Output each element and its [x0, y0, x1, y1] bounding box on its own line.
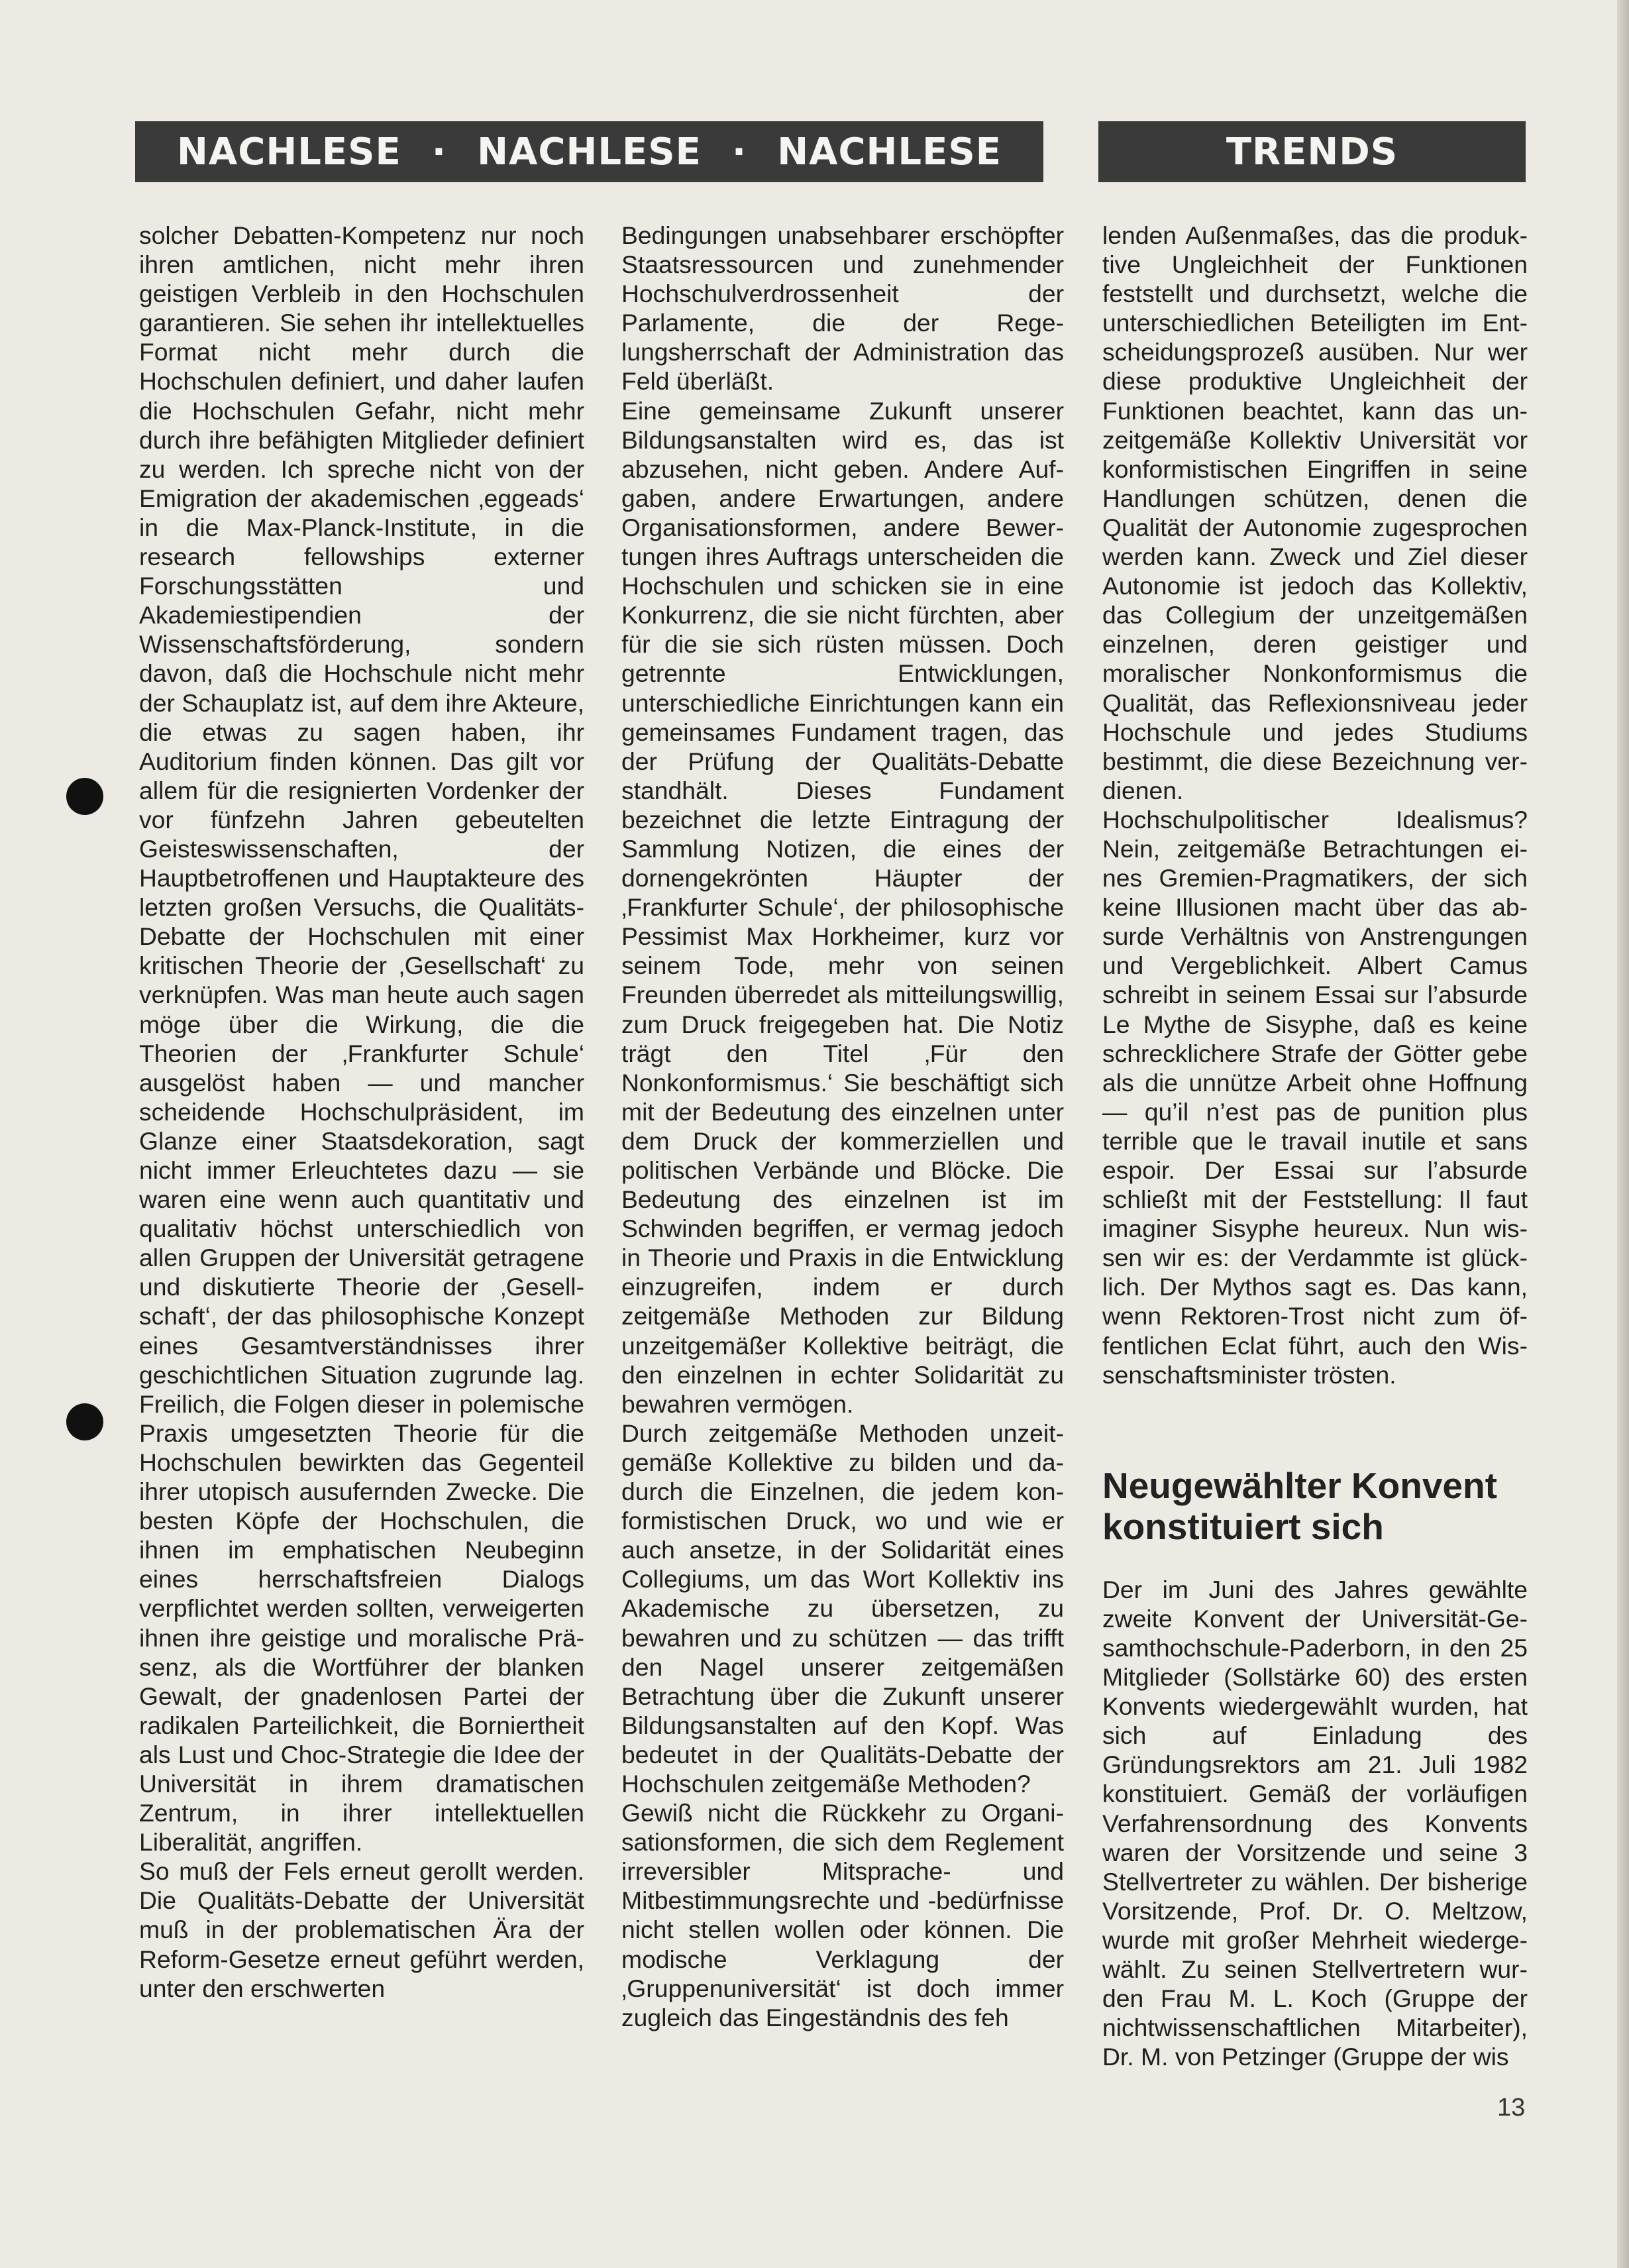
- text-column-1: [139, 221, 584, 2195]
- header-segment: NACHLESE: [777, 130, 1002, 174]
- header-segment: NACHLESE: [477, 130, 702, 174]
- punch-hole: [66, 1403, 103, 1440]
- paragraph: Gewiß nicht die Rückkehr zu Organisationsformen, die sich dem Reglement irreversibler Mitsprache- und Mitbestimmungsrechte und -bedürfnisse nicht stellen wollen oder können. Die modische Verklagung der ‚Gruppenuniversität‘ ist doch immer zugleich das Eingeständnis des feh: [621, 1799, 1064, 2031]
- text-column-3: [1102, 221, 1528, 2195]
- section-label-trends: TRENDS: [1226, 130, 1398, 174]
- header-banner-nachlese: [135, 121, 1043, 182]
- header-separator: ·: [431, 130, 447, 174]
- paragraph: solcher Debatten-Kompetenz nur noch ihren amtlichen, nicht mehr ihren geistigen Verbleib in den Hochschulen garantieren. Sie sehen ihr intellektuelles Format nicht mehr durch die Hochschulen definiert, und daher laufen die Hochschulen Gefahr, nicht mehr durch ihre befähigten Mitglieder definiert zu werden. Ich spreche nicht von der Emigration der akademischen ‚eggeads‘ in die Max-Planck-Institute, in die research fellowships externer Forschungsstätten und Akademiestipendien der Wissenschaftsförderung, sondern davon, daß die Hochschule nicht mehr der Schauplatz ist, auf dem ihre Akteure, die etwas zu sagen haben, ihr Auditorium finden können. Das gilt vor allem für die resignierten Vordenker der vor fünfzehn Jahren gebeutelten Geisteswissenschaften, der Hauptbetroffenen und Hauptakteure des letzten großen Versuchs, die Qualitäts-Debatte der Hochschulen mit einer kritischen Theorie der ‚Gesellschaft‘ zu verknüpfen. Was man heute auch sagen möge über die Wirkung, die die Theorien der ‚Frankfurter Schule‘ ausgelöst haben — und mancher scheidende Hochschulpräsident, im Glanze einer Staatsdekoration, sagt nicht immer Erleuchtetes dazu — sie waren eine wenn auch quantitativ und qualitativ höchst unterschiedlich von allen Gruppen der Universität getragene und diskutierte Theorie der ‚Gesellschaft‘, der das philosophische Konzept eines Gesamtverständnisses ihrer geschichtlichen Situation zugrunde lag. Freilich, die Folgen dieser in polemische Praxis umgesetzten Theorie für die Hochschulen bewirkten das Gegenteil ihrer utopisch ausufernden Zwecke. Die besten Köpfe der Hochschulen, die ihnen im emphatischen Neubeginn eines herrschaftsfreien Dialogs verpflichtet werden sollten, verweigerten ihnen ihre geistige und moralische Präsenz, als die Wortführer der blanken Gewalt, der gnadenlosen Partei der radikalen Parteilichkeit, die Borniertheit als Lust und Choc-Strategie die Idee der Universität in ihrem dramatischen Zentrum, in ihrer intellektuellen Liberalität, angriffen.: [139, 221, 584, 1857]
- paragraph: Hochschulpolitischer Idealismus? Nein, zeitgemäße Betrachtungen eines Gremien-Pragmatikers, der sich keine Illusionen macht über das absurde Verhältnis von Anstrengungen und Vergeblichkeit. Albert Camus schreibt in seinem Essai sur l’absurde Le Mythe de Sisyphe, daß es keine schrecklichere Strafe der Götter gebe als die unnütze Arbeit ohne Hoffnung — qu’il n’est pas de punition plus terrible que le travail inutile et sans espoir. Der Essai sur l’absurde schließt mit der Feststellung: Il faut imaginer Sisyphe heureux. Nun wissen wir es: der Verdammte ist glücklich. Der Mythos sagt es. Das kann, wenn Rektoren-Trost nicht zum öffentlichen Eclat führt, auch den Wissenschaftsminister trösten.: [1102, 805, 1528, 1389]
- paragraph: So muß der Fels erneut gerollt werden. Die Qualitäts-Debatte der Universität muß in der problematischen Ära der Reform-Gesetze erneut geführt werden, unter den erschwerten: [139, 1857, 584, 2002]
- paragraph: Bedingungen unabsehbarer erschöpfter Staatsressourcen und zunehmender Hochschulverdrossenheit der Parlamente, die der Regelungsherrschaft der Administration das Feld überläßt.: [621, 221, 1064, 396]
- article-headline: Neugewählter Konvent konstituiert sich: [1102, 1464, 1497, 1547]
- paragraph: lenden Außenmaßes, das die produktive Ungleichheit der Funktionen feststellt und durchsetzt, welche die unterschiedlichen Beteiligten im Entscheidungsprozeß ausüben. Nur wer diese produktive Ungleichheit der Funktionen beachtet, kann das unzeitgemäße Kollektiv Universität vor konformistischen Eingriffen in seine Handlungen schützen, denen die Qualität der Autonomie zugesprochen werden kann. Zweck und Ziel dieser Autonomie ist jedoch das Kollektiv, das Collegium der unzeitgemäßen einzelnen, deren geistiger und moralischer Nonkonformismus die Qualität, das Reflexionsniveau jeder Hochschule und jedes Studiums bestimmt, die diese Bezeichnung verdienen.: [1102, 221, 1528, 804]
- header-separator: ·: [731, 130, 747, 174]
- paragraph: Eine gemeinsame Zukunft unserer Bildungsanstalten wird es, das ist abzusehen, nicht geben. Andere Aufgaben, andere Erwartungen, andere Organisationsformen, andere Bewertungen ihres Auftrags unterscheiden die Hochschulen und schicken sie in eine Konkurrenz, die sie nicht fürchten, aber für die sie sich rüsten müssen. Doch getrennte Entwicklungen, unterschiedliche Einrichtungen kann ein gemeinsames Fundament tragen, das der Prüfung der Qualitäts-Debatte standhält. Dieses Fundament bezeichnet die letzte Eintragung der Sammlung Notizen, die eines der dornengekrönten Häupter der ‚Frankfurter Schule‘, der philosophische Pessimist Max Horkheimer, kurz vor seinem Tode, mehr von seinen Freunden überredet als mitteilungswillig, zum Druck freigegeben hat. Die Notiz trägt den Titel ‚Für den Nonkonformismus.‘ Sie beschäftigt sich mit der Bedeutung des einzelnen unter dem Druck der kommerziellen und politischen Verbände und Blöcke. Die Bedeutung des einzelnen ist im Schwinden begriffen, er vermag jedoch in Theorie und Praxis in die Entwicklung einzugreifen, indem er durch zeitgemäße Methoden zur Bildung unzeitgemäßer Kollektive beiträgt, die den einzelnen in echter Solidarität zu bewahren vermögen.: [621, 396, 1064, 1418]
- article-body: Der im Juni des Jahres gewählte zweite Konvent der Universität-Gesamthochschule-Paderborn, in den 25 Mitglieder (Sollstärke 60) des ersten Konvents wiedergewählt wurden, hat sich auf Einladung des Gründungsrektors am 21. Juli 1982 konstituiert. Gemäß der vorläufigen Verfahrensordnung des Konvents waren der Vorsitzende und seine 3 Stellvertreter zu wählen. Der bisherige Vorsitzende, Prof. Dr. O. Meltzow, wurde mit großer Mehrheit wiedergewählt. Zu seinen Stellvertretern wurden Frau M. L. Koch (Gruppe der nichtwissenschaftlichen Mitarbeiter), Dr. M. von Petzinger (Gruppe der wis: [1102, 1575, 1528, 2071]
- page-number: 13: [1497, 2094, 1526, 2122]
- punch-hole: [66, 778, 103, 815]
- text-column-2: [621, 221, 1064, 2195]
- header-banner-trends: [1098, 121, 1526, 182]
- header-segment: NACHLESE: [177, 130, 401, 174]
- page-edge: [1617, 0, 1629, 2268]
- paragraph: Durch zeitgemäße Methoden unzeitgemäße Kollektive zu bilden und dadurch die Einzelnen, die jedem konformistischen Druck, wo und wie er auch ansetze, in der Solidarität eines Collegiums, um das Wort Kollektiv ins Akademische zu übersetzen, zu bewahren und zu schützen — das trifft den Nagel unserer zeitgemäßen Betrachtung über die Zukunft unserer Bildungsanstalten auf den Kopf. Was bedeutet in der Qualitäts-Debatte der Hochschulen zeitgemäße Methoden?: [621, 1419, 1064, 1798]
